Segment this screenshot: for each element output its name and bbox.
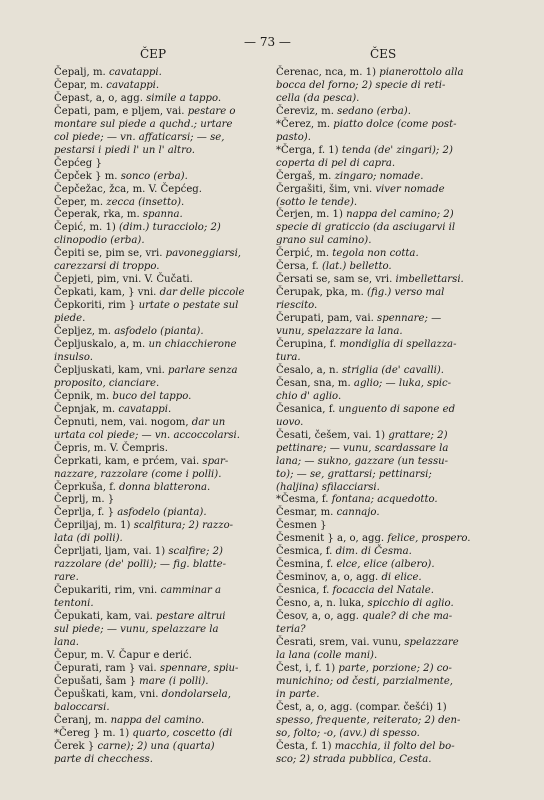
headword-text: Česmenit } a, o, agg. bbox=[276, 533, 388, 545]
headword-text: *Čerga, f. 1) bbox=[276, 144, 342, 156]
dictionary-line bbox=[276, 365, 516, 378]
dictionary-line bbox=[276, 624, 516, 637]
definition-text: parte, porzione; 2) co- bbox=[338, 662, 452, 674]
definition-text: proposito, cianciare. bbox=[54, 377, 160, 389]
dictionary-line bbox=[54, 443, 276, 456]
dictionary-line bbox=[276, 559, 516, 572]
headword-text: Česnica, f. bbox=[276, 585, 333, 597]
definition-text: focaccia del Natale. bbox=[332, 585, 434, 597]
definition-text: zecca (insetto). bbox=[106, 196, 185, 208]
headword-text: Čeprlj, m. } bbox=[54, 494, 115, 506]
dictionary-line bbox=[276, 326, 516, 339]
headword-text: Čepukariti, rim, vni. bbox=[54, 585, 161, 597]
dictionary-line bbox=[54, 507, 276, 520]
definition-text: piede. bbox=[54, 313, 86, 325]
dictionary-line bbox=[276, 145, 516, 158]
headword-text: Čepčežac, žca, m. V. Čepćeg. bbox=[54, 183, 202, 195]
dictionary-line bbox=[54, 287, 276, 300]
headword-text: Čepušati, šam } bbox=[54, 675, 140, 687]
headword-text: Čeper, m. bbox=[54, 196, 107, 208]
headword-text: Čergašiti, šim, vni. bbox=[276, 183, 376, 195]
definition-text: grano sul camino). bbox=[276, 235, 372, 247]
dictionary-line bbox=[54, 145, 276, 158]
dictionary-line bbox=[54, 158, 276, 171]
headword-text: Čerpić, m. bbox=[276, 248, 333, 260]
headword-text: Čepnuti, nem, vai. nogom, bbox=[54, 416, 192, 428]
definition-text: sco; 2) strada pubblica, Cesta. bbox=[276, 753, 432, 765]
definition-text: fontana; acquedotto. bbox=[331, 494, 438, 506]
dictionary-line bbox=[276, 676, 516, 689]
dictionary-line bbox=[276, 494, 516, 507]
definition-text: lana. bbox=[54, 636, 79, 648]
definition-text: montare sul piede a quchd.; urtare bbox=[54, 118, 233, 130]
headword-text: Čerupak, pka, m. bbox=[276, 287, 368, 299]
dictionary-line bbox=[276, 287, 516, 300]
dictionary-line bbox=[276, 702, 516, 715]
dictionary-line bbox=[276, 222, 516, 235]
dictionary-line bbox=[276, 507, 516, 520]
dictionary-line bbox=[54, 365, 276, 378]
dictionary-line bbox=[54, 261, 276, 274]
headword-text: Česati, češem, vai. 1) bbox=[276, 429, 389, 441]
definition-text: nappa del camino. bbox=[110, 714, 205, 726]
dictionary-line bbox=[54, 598, 276, 611]
left-column bbox=[54, 67, 276, 766]
dictionary-line bbox=[54, 132, 276, 145]
definition-text: simile a tappo. bbox=[146, 92, 222, 104]
dictionary-line bbox=[54, 741, 276, 754]
headword-text: Čersa, f. bbox=[276, 261, 322, 273]
definition-text: (sotto le tende). bbox=[276, 196, 358, 208]
definition-text: tentoni. bbox=[54, 598, 94, 610]
dictionary-line bbox=[276, 80, 516, 93]
definition-text: elce, elice (albero). bbox=[336, 559, 435, 571]
definition-text: parte di checchess. bbox=[54, 753, 153, 765]
definition-text: pestarsi i piedi l' un l' altro. bbox=[54, 144, 195, 156]
definition-text: (haljina) sfilacciarsi. bbox=[276, 481, 380, 493]
headword-text: Čepati, pam, e pljem, vai. bbox=[54, 105, 188, 117]
dictionary-line bbox=[276, 119, 516, 132]
dictionary-line bbox=[54, 171, 276, 184]
headword-text: Čepur, m. V. Čapur e derić. bbox=[54, 649, 192, 661]
dictionary-line bbox=[276, 482, 516, 495]
dictionary-line bbox=[276, 93, 516, 106]
definition-text: aglio; — luka, spic- bbox=[353, 377, 452, 389]
dictionary-line bbox=[54, 559, 276, 572]
definition-text: camminar a bbox=[160, 585, 222, 597]
definition-text: viver nomade bbox=[375, 183, 445, 195]
definition-text: dim. di Česma. bbox=[335, 546, 412, 558]
definition-text: nazzare, razzolare (come i polli). bbox=[54, 468, 222, 480]
dictionary-line bbox=[276, 171, 516, 184]
definition-text: la lana (colle mani). bbox=[276, 649, 378, 661]
headword-text: Česov, a, o, agg. bbox=[276, 611, 363, 623]
definition-text: quale? di che ma- bbox=[362, 611, 453, 623]
headword-text: Česan, sna, m. bbox=[276, 377, 354, 389]
dictionary-line bbox=[276, 417, 516, 430]
definition-text: cavatappi. bbox=[108, 67, 162, 78]
headword-text: Čepuškati, kam, vni. bbox=[54, 688, 162, 700]
definition-text: so, folto; -o, (avv.) di spesso. bbox=[276, 727, 420, 739]
definition-text: pestare o bbox=[187, 105, 236, 117]
definition-text: pavoneggiarsi, bbox=[165, 248, 242, 260]
dictionary-line bbox=[54, 663, 276, 676]
definition-text: mondiglia di spellazza- bbox=[339, 339, 457, 351]
dictionary-line bbox=[54, 378, 276, 391]
definition-text: (fig.) verso mal bbox=[367, 287, 445, 299]
dictionary-line bbox=[276, 158, 516, 171]
definition-text: scalfitura; 2) razzo- bbox=[133, 520, 234, 532]
dictionary-line bbox=[276, 184, 516, 197]
definition-text: cavatappi. bbox=[106, 79, 160, 91]
dictionary-line bbox=[54, 533, 276, 546]
dictionary-line bbox=[276, 469, 516, 482]
definition-text: imbellettarsi. bbox=[395, 274, 464, 286]
dictionary-line bbox=[54, 274, 276, 287]
dictionary-line bbox=[276, 572, 516, 585]
definition-text: in parte. bbox=[276, 688, 320, 700]
definition-text: striglia (de' cavalli). bbox=[341, 364, 444, 376]
dictionary-line bbox=[276, 741, 516, 754]
dictionary-line bbox=[54, 689, 276, 702]
dictionary-line bbox=[54, 352, 276, 365]
dictionary-line bbox=[276, 209, 516, 222]
definition-text: grattare; 2) bbox=[388, 429, 448, 441]
definition-text: vunu, spelazzare la lana. bbox=[276, 326, 403, 338]
headword-text: Čepkoriti, rim } bbox=[54, 300, 139, 312]
headword-text: Čeprlja, f. } bbox=[54, 507, 118, 519]
headword-text: Čerupati, pam, vai. bbox=[276, 313, 378, 325]
headword-text: Čest, a, o, agg. (compar. češći) 1) bbox=[276, 701, 447, 713]
dictionary-line bbox=[54, 572, 276, 585]
definition-text: dar un bbox=[191, 416, 226, 428]
dictionary-line bbox=[54, 184, 276, 197]
definition-text: baloccarsi. bbox=[54, 701, 110, 713]
dictionary-line bbox=[54, 326, 276, 339]
definition-text: insulso. bbox=[54, 351, 93, 363]
headword-text: Česmar, m. bbox=[276, 507, 337, 519]
dictionary-line bbox=[276, 261, 516, 274]
definition-text: carne); 2) una (quarta) bbox=[97, 740, 215, 752]
dictionary-line bbox=[276, 391, 516, 404]
headword-text: Čepić, m. 1) bbox=[54, 222, 120, 234]
dictionary-line bbox=[54, 715, 276, 728]
definition-text: teria? bbox=[276, 623, 306, 635]
definition-text: asfodelo (pianta). bbox=[117, 507, 207, 519]
definition-text: mare (i polli). bbox=[139, 675, 209, 687]
headword-text: Česmina, f. bbox=[276, 559, 337, 571]
headword-text: Čerenac, nca, m. 1) bbox=[276, 67, 380, 78]
headword-text: Čepljez, m. bbox=[54, 326, 115, 338]
headword-text: Čerek } bbox=[54, 740, 98, 752]
definition-text: riescito. bbox=[276, 300, 318, 312]
definition-text: to); — se, grattarsi; pettinarsi; bbox=[276, 468, 432, 480]
dictionary-line bbox=[276, 533, 516, 546]
headword-text: Čepriljaj, m. 1) bbox=[54, 520, 134, 532]
dictionary-line bbox=[54, 119, 276, 132]
page-header bbox=[0, 35, 544, 61]
definition-text: dondolarsela, bbox=[161, 688, 231, 700]
dictionary-line bbox=[54, 300, 276, 313]
dictionary-line bbox=[54, 235, 276, 248]
definition-text: quarto, coscetto (di bbox=[132, 727, 233, 739]
definition-text: spesso, frequente, reiterato; 2) den- bbox=[276, 714, 461, 726]
dictionary-line bbox=[276, 339, 516, 352]
definition-text: sedano (erba). bbox=[337, 105, 411, 117]
headword-text: Čepar, m. bbox=[54, 79, 107, 91]
headword-text: *Čereg } m. 1) bbox=[54, 727, 133, 739]
dictionary-line bbox=[276, 456, 516, 469]
headword-text: Čepnik, m. bbox=[54, 390, 113, 402]
headword-text: Čereviz, m. bbox=[276, 105, 338, 117]
dictionary-line bbox=[54, 611, 276, 624]
definition-text: urtate o pestate sul bbox=[138, 300, 239, 312]
definition-text: spelazzare bbox=[404, 636, 459, 648]
definition-text: bocca del forno; 2) specie di reti- bbox=[276, 79, 446, 91]
dictionary-line bbox=[54, 222, 276, 235]
dictionary-line bbox=[54, 197, 276, 210]
dictionary-line bbox=[54, 754, 276, 767]
definition-text: unguento di sapone ed bbox=[338, 403, 456, 415]
headword-text: Čepljuskalo, a, m. bbox=[54, 339, 149, 351]
headword-text: Čeranj, m. bbox=[54, 714, 111, 726]
definition-text: donna blatterona. bbox=[119, 481, 211, 493]
dictionary-line bbox=[54, 676, 276, 689]
definition-text: tenda (de' zingari); 2) bbox=[341, 144, 453, 156]
definition-text: cannajo. bbox=[336, 507, 380, 519]
definition-text: pettinare; — vunu, scardassare la bbox=[276, 442, 449, 454]
dictionary-line bbox=[276, 611, 516, 624]
page-number: — 73 — bbox=[244, 35, 291, 49]
headword-text: Čeprkuša, f. bbox=[54, 481, 120, 493]
dictionary-line bbox=[276, 663, 516, 676]
headword-text: Česno, a, n. luka, bbox=[276, 598, 368, 610]
dictionary-line bbox=[276, 67, 516, 80]
definition-text: coperta di pel di capra. bbox=[276, 157, 396, 169]
headword-text: Česmica, f. bbox=[276, 546, 336, 558]
dictionary-line bbox=[54, 728, 276, 741]
dictionary-line bbox=[276, 650, 516, 663]
definition-text: rare. bbox=[54, 572, 79, 584]
definition-text: spicchio di aglio. bbox=[367, 598, 454, 610]
definition-text: felice, prospero. bbox=[387, 533, 471, 545]
dictionary-line bbox=[276, 132, 516, 145]
dictionary-line bbox=[276, 520, 516, 533]
definition-text: carezzarsi di troppo. bbox=[54, 261, 160, 273]
dictionary-line bbox=[54, 339, 276, 352]
dictionary-line bbox=[276, 404, 516, 417]
headword-text: Česalo, a, n. bbox=[276, 364, 342, 376]
definition-text: macchia, il folto del bo- bbox=[334, 740, 455, 752]
dictionary-line bbox=[54, 417, 276, 430]
definition-text: clinopodio (erba). bbox=[54, 235, 145, 247]
definition-text: (dim.) turacciolo; 2) bbox=[119, 222, 221, 234]
headword-text: Česanica, f. bbox=[276, 403, 339, 415]
headword-text: Čepljuskati, kam, vni. bbox=[54, 364, 169, 376]
definition-text: asfodelo (pianta). bbox=[114, 326, 204, 338]
definition-text: spennare; — bbox=[377, 313, 442, 325]
definition-text: urtata col piede; — vn. accoccolarsi. bbox=[54, 429, 240, 441]
dictionary-line bbox=[54, 80, 276, 93]
dictionary-line bbox=[276, 106, 516, 119]
dictionary-line bbox=[276, 585, 516, 598]
dictionary-line bbox=[276, 197, 516, 210]
headword-text: Čergaš, m. bbox=[276, 170, 335, 182]
dictionary-line bbox=[54, 106, 276, 119]
headword-text: Čerjen, m. 1) bbox=[276, 209, 347, 221]
running-head-left: ČEP bbox=[140, 47, 167, 61]
definition-text: pasto). bbox=[276, 131, 311, 143]
definition-text: specie di graticcio (da asciugarvi il bbox=[276, 222, 456, 234]
definition-text: pestare altrui bbox=[155, 611, 226, 623]
headword-text: Čepast, a, o, agg. bbox=[54, 92, 147, 104]
dictionary-line bbox=[54, 313, 276, 326]
headword-text: Česta, f. 1) bbox=[276, 740, 335, 752]
right-column bbox=[276, 67, 516, 766]
definition-text: parlare senza bbox=[168, 364, 238, 376]
definition-text: cella (da pesca). bbox=[276, 92, 360, 104]
dictionary-line bbox=[276, 248, 516, 261]
running-head-right: ČES bbox=[370, 47, 397, 61]
headword-text: Čest, i, f. 1) bbox=[276, 662, 339, 674]
definition-text: nappa del camino; 2) bbox=[346, 209, 454, 221]
dictionary-line bbox=[276, 352, 516, 365]
dictionary-line bbox=[54, 93, 276, 106]
headword-text: Čepnjak, m. bbox=[54, 403, 119, 415]
headword-text: Česminov, a, o, agg. bbox=[276, 572, 382, 584]
definition-text: un chiacchierone bbox=[148, 339, 237, 351]
headword-text: Čeperak, rka, m. bbox=[54, 209, 143, 221]
definition-text: buco del tappo. bbox=[112, 390, 192, 402]
headword-text: Česmen } bbox=[276, 520, 327, 532]
headword-text: *Čerez, m. bbox=[276, 118, 334, 130]
definition-text: spar- bbox=[202, 455, 229, 467]
definition-text: uovo. bbox=[276, 416, 304, 428]
dictionary-line bbox=[276, 235, 516, 248]
dictionary-line bbox=[276, 443, 516, 456]
definition-text: lata (di polli). bbox=[54, 533, 123, 545]
headword-text: Čepiti se, pim se, vri. bbox=[54, 248, 166, 260]
definition-text: sul piede; — vunu, spelazzare la bbox=[54, 623, 219, 635]
definition-text: cavatappi. bbox=[118, 403, 172, 415]
dictionary-line bbox=[54, 209, 276, 222]
dictionary-line bbox=[54, 482, 276, 495]
definition-text: pianerottolo alla bbox=[379, 67, 464, 78]
headword-text: Čeprkati, kam, e prćem, vai. bbox=[54, 455, 203, 467]
dictionary-line bbox=[276, 598, 516, 611]
headword-text: Čeprljati, ljam, vai. 1) bbox=[54, 546, 169, 558]
dictionary-line bbox=[54, 585, 276, 598]
headword-text: Čepkati, kam, } vni. bbox=[54, 287, 160, 299]
dictionary-line bbox=[54, 404, 276, 417]
dictionary-line bbox=[276, 715, 516, 728]
dictionary-line bbox=[54, 430, 276, 443]
dictionary-line bbox=[276, 274, 516, 287]
definition-text: tura. bbox=[276, 351, 301, 363]
dictionary-line bbox=[54, 520, 276, 533]
dictionary-line bbox=[276, 378, 516, 391]
headword-text: Čepukati, kam, vai. bbox=[54, 611, 156, 623]
definition-text: zingaro; nomade. bbox=[334, 170, 424, 182]
definition-text: chio d' aglio. bbox=[276, 390, 342, 402]
dictionary-line bbox=[276, 546, 516, 559]
definition-text: sonco (erba). bbox=[120, 170, 188, 182]
dictionary-line bbox=[54, 546, 276, 559]
definition-text: piatto dolce (come post- bbox=[333, 118, 457, 130]
dictionary-line bbox=[54, 702, 276, 715]
dictionary-line bbox=[276, 754, 516, 767]
headword-text: Čepček } m. bbox=[54, 170, 121, 182]
headword-text: Čepurati, ram } vai. bbox=[54, 662, 160, 674]
definition-text: lana; — sukno, gazzare (un tessu- bbox=[276, 455, 449, 467]
headword-text: Čepćeg } bbox=[54, 157, 102, 169]
definition-text: spennare, spiu- bbox=[159, 662, 239, 674]
dictionary-line bbox=[276, 313, 516, 326]
dictionary-line bbox=[276, 637, 516, 650]
dictionary-line bbox=[54, 248, 276, 261]
dictionary-line bbox=[54, 624, 276, 637]
dictionary-line bbox=[54, 469, 276, 482]
dictionary-line bbox=[276, 728, 516, 741]
headword-text: *Česma, f. bbox=[276, 494, 332, 506]
dictionary-line bbox=[54, 456, 276, 469]
dictionary-line bbox=[276, 300, 516, 313]
dictionary-line bbox=[276, 430, 516, 443]
headword-text: Čepalj, m. bbox=[54, 67, 109, 78]
definition-text: razzolare (de' polli); — fig. blatte- bbox=[54, 559, 227, 571]
dictionary-line bbox=[54, 650, 276, 663]
headword-text: Čersati se, sam se, vri. bbox=[276, 274, 396, 286]
dictionary-line bbox=[54, 67, 276, 80]
dictionary-line bbox=[54, 637, 276, 650]
dictionary-line bbox=[54, 391, 276, 404]
definition-text: di elice. bbox=[381, 572, 422, 584]
definition-text: munichino; od česti, parzialmente, bbox=[276, 675, 454, 687]
definition-text: (lat.) belletto. bbox=[321, 261, 392, 273]
definition-text: col piede; — vn. affaticarsi; — se, bbox=[54, 131, 225, 143]
definition-text: spanna. bbox=[142, 209, 183, 221]
headword-text: Čerupina, f. bbox=[276, 339, 340, 351]
definition-text: tegola non cotta. bbox=[332, 248, 419, 260]
headword-text: Čepris, m. V. Čempris. bbox=[54, 442, 168, 454]
definition-text: scalfire; 2) bbox=[168, 546, 223, 558]
definition-text: dar delle piccole bbox=[159, 287, 245, 299]
headword-text: Čepjeti, pim, vni. V. Čučati. bbox=[54, 274, 193, 286]
dictionary-line bbox=[54, 494, 276, 507]
dictionary-line bbox=[276, 689, 516, 702]
headword-text: Česrati, srem, vai. vunu, bbox=[276, 636, 405, 648]
